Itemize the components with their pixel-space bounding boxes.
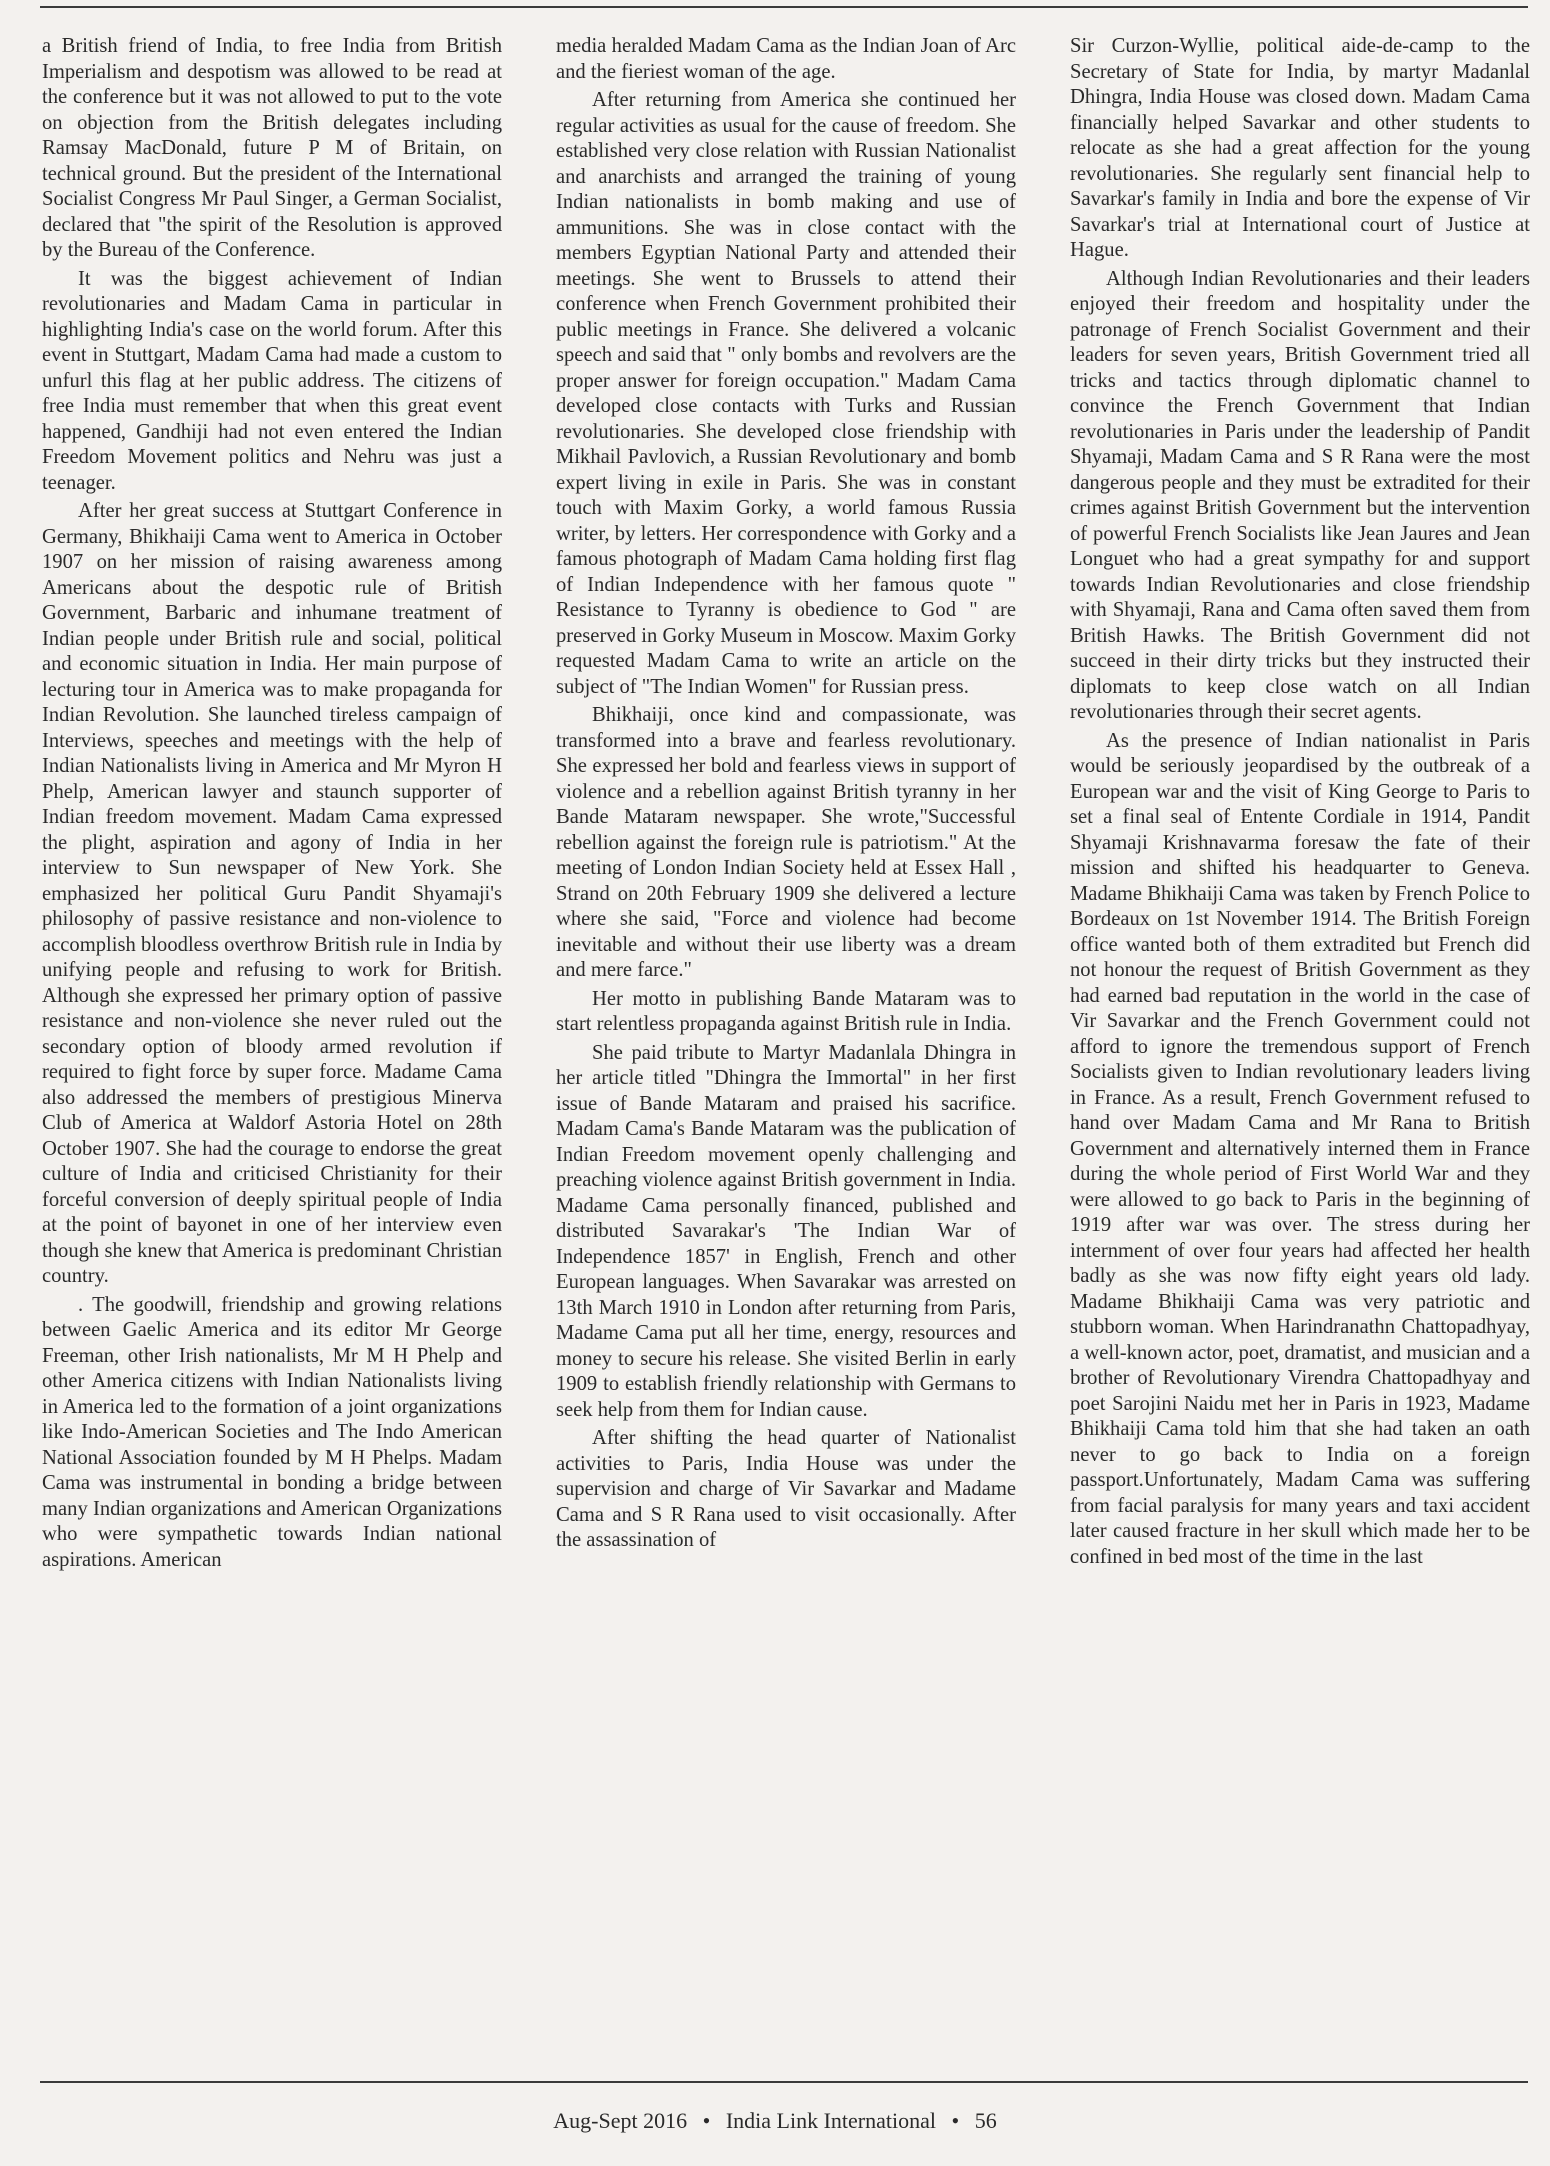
- article-paragraph: media heralded Madam Cama as the Indian Joan of Arc and the fieriest woman of the age.: [556, 35, 1016, 83]
- article-paragraph: Her motto in publishing Bande Mataram was to start relentless propaganda against British rule in India.: [556, 987, 1016, 1035]
- article-paragraph: She paid tribute to Martyr Madanlala Dhingra in her article titled "Dhingra the Immortal" in her first issue of Bande Mataram and praised his sacrifice. Madam Cama's Bande Mataram was the publication of Indian Freedom movement openly challenging and preaching violence against British government in India. Madame Cama personally financed, published and distributed Savarakar's 'The Indian War of Independence 1857' in English, French and other European languages. When Savarakar was arrested on 13th March 1910 in London after returning from Paris, Madame Cama put all her time, energy, resources and money to secure his release. She visited Berlin in early 1909 to establish friendly relationship with Germans to seek help from them for Indian cause.: [556, 1041, 1016, 1421]
- article-paragraph: Although Indian Revolutionaries and their leaders enjoyed their freedom and hospitality under the patronage of French Socialist Government and their leaders for seven years, British Government tried all tricks and tactics through diplomatic channel to convince the French Government that Indian revolutionaries in Paris under the leadership of Pandit Shyamaji, Madam Cama and S R Rana were the most dangerous people and they must be extradited for their crimes against British Government but the intervention of powerful French Socialists like Jean Jaures and Jean Longuet who had a great sympathy for and support towards Indian Revolutionaries and close friendship with Shyamaji, Rana and Cama often saved them from British Hawks. The British Government did not succeed in their dirty tricks but they instructed their diplomats to keep close watch on all Indian revolutionaries through their secret agents.: [1070, 267, 1530, 723]
- article-paragraph: After her great success at Stuttgart Conference in Germany, Bhikhaiji Cama went to America in October 1907 on her mission of raising awareness among Americans about the despotic rule of British Government, Barbaric and inhumane treatment of Indian people under British rule and social, political and economic situation in India. Her main purpose of lecturing tour in America was to make propaganda for Indian Revolution. She launched tireless campaign of Interviews, speeches and meetings with the help of Indian Nationalists living in America and Mr Myron H Phelp, American lawyer and staunch supporter of Indian freedom movement. Madam Cama expressed the plight, aspiration and agony of India in her interview to Sun newspaper of New York. She emphasized her political Guru Pandit Shyamaji's philosophy of passive resistance and non-violence to accomplish bloodless overthrow British rule in India by unifying people and refusing to work for British. Although she expressed her primary option of passive resistance and non-violence she never ruled out the secondary option of bloody armed revolution if required to fight force by super force. Madame Cama also addressed the members of prestigious Minerva Club of America at Waldorf Astoria Hotel on 28th October 1907. She had the courage to endorse the great culture of India and criticised Christianity for their forceful conversion of deeply spiritual people of India at the point of bayonet in one of her interview even though she knew that America is predominant Christian country.: [42, 500, 502, 1287]
- article-column-2: [556, 34, 1016, 2070]
- article-paragraph: It was the biggest achievement of Indian revolutionaries and Madam Cama in particular in highlighting India's case on the world forum. After this event in Stuttgart, Madam Cama had made a custom to unfurl this flag at her public address. The citizens of free India must remember that when this great event happened, Gandhiji had not even entered the Indian Freedom Movement politics and Nehru was just a teenager.: [42, 267, 502, 494]
- article-paragraph: After shifting the head quarter of Nationalist activities to Paris, India House was under the supervision and charge of Vir Savarkar and Madame Cama and S R Rana used to visit occasionally. After the assassination of: [556, 1427, 1016, 1551]
- footer-separator: •: [951, 2108, 960, 2133]
- article-paragraph: Sir Curzon-Wyllie, political aide-de-camp to the Secretary of State for India, by martyr Madanlal Dhingra, India House was closed down. Madam Cama financially helped Savarkar and other students to relocate as she had a great affection for the young revolutionaries. She regularly sent financial help to Savarkar's family in India and bore the expense of Vir Savarkar's trial at International court of Justice at Hague.: [1070, 35, 1530, 261]
- article-column-3: [1070, 34, 1530, 2070]
- page-footer: [0, 2108, 1550, 2134]
- article-paragraph: . The goodwill, friendship and growing relations between Gaelic America and its editor Mr George Freeman, other Irish nationalists, Mr M H Phelp and other America citizens with Indian Nationalists living in America led to the formation of a joint organizations like Indo-American Societies and The Indo American National Association founded by M H Phelps. Madam Cama was instrumental in bonding a bridge between many Indian organizations and American Organizations who were sympathetic towards Indian national aspirations. American: [42, 1293, 502, 1571]
- article-paragraph: After returning from America she continued her regular activities as usual for the cause of freedom. She established very close relation with Russian Nationalist and anarchists and arranged the training of young Indian nationalists in bomb making and use of ammunitions. She was in close contact with the members Egyptian National Party and attended their meetings. She went to Brussels to attend their conference when French Government prohibited their public meetings in France. She delivered a volcanic speech and said that " only bombs and revolvers are the proper answer for foreign occupation." Madam Cama developed close contacts with Turks and Russian revolutionaries. She developed close friendship with Mikhail Pavlovich, a Russian Revolutionary and bomb expert living in exile in Paris. She was in constant touch with Maxim Gorky, a world famous Russia writer, by letters. Her correspondence with Gorky and a famous photograph of Madam Cama holding first flag of Indian Independence with her famous quote " Resistance to Tyranny is obedience to God " are preserved in Gorky Museum in Moscow. Maxim Gorky requested Madam Cama to write an article on the subject of "The Indian Women" for Russian press.: [556, 89, 1016, 698]
- footer-page-number: 56: [974, 2108, 997, 2133]
- footer-separator: •: [702, 2108, 711, 2133]
- article-paragraph: a British friend of India, to free India from British Imperialism and despotism was allowed to be read at the conference but it was not allowed to put to the vote on objection from the British delegates including Ramsay MacDonald, future P M of Britain, on technical ground. But the president of the International Socialist Congress Mr Paul Singer, a German Socialist, declared that "the spirit of the Resolution is approved by the Bureau of the Conference.: [42, 35, 502, 261]
- top-rule: [40, 6, 1528, 8]
- footer-issue: Aug-Sept 2016: [553, 2108, 688, 2133]
- footer-publication: India Link International: [725, 2108, 936, 2133]
- article-column-1: [42, 34, 502, 2070]
- article-paragraph: Bhikhaiji, once kind and compassionate, was transformed into a brave and fearless revolutionary. She expressed her bold and fearless views in support of violence and a rebellion against British tyranny in her Bande Mataram newspaper. She wrote,"Successful rebellion against the foreign rule is patriotism." At the meeting of London Indian Society held at Essex Hall , Strand on 20th February 1909 she delivered a lecture where she said, "Force and violence had become inevitable and without their use liberty was a dream and mere farce.": [556, 704, 1016, 981]
- article-columns: [42, 34, 1530, 2070]
- article-paragraph: As the presence of Indian nationalist in Paris would be seriously jeopardised by the outbreak of a European war and the visit of King George to Paris to set a final seal of Entente Cordiale in 1914, Pandit Shyamaji Krishnavarma foresaw the fate of their mission and shifted his headquarter to Geneva. Madame Bhikhaiji Cama was taken by French Police to Bordeaux on 1st November 1914. The British Foreign office wanted both of them extradited but French did not honour the request of British Government as they had earned bad reputation in the world in the case of Vir Savarkar and the French Government could not afford to ignore the tremendous support of French Socialists given to Indian revolutionary leaders living in France. As a result, French Government refused to hand over Madam Cama and Mr Rana to British Government and alternatively interned them in France during the whole period of First World War and they were allowed to go back to Paris in the beginning of 1919 after war was over. The stress during her internment of over four years had affected her health badly as she was now fifty eight years old lady. Madame Bhikhaiji Cama was very patriotic and stubborn woman. When Harindranathn Chattopadhyay, a well-known actor, poet, dramatist, and musician and a brother of Revolutionary Virendra Chattopadhyay and poet Sarojini Naidu met her in Paris in 1923, Madame Bhikhaiji Cama told him that she had taken an oath never to go back to India on a foreign passport.Unfortunately, Madam Cama was suffering from facial paralysis for many years and taxi accident later caused fracture in her skull which made her to be confined in bed most of the time in the last: [1070, 729, 1530, 1568]
- bottom-rule: [40, 2081, 1528, 2083]
